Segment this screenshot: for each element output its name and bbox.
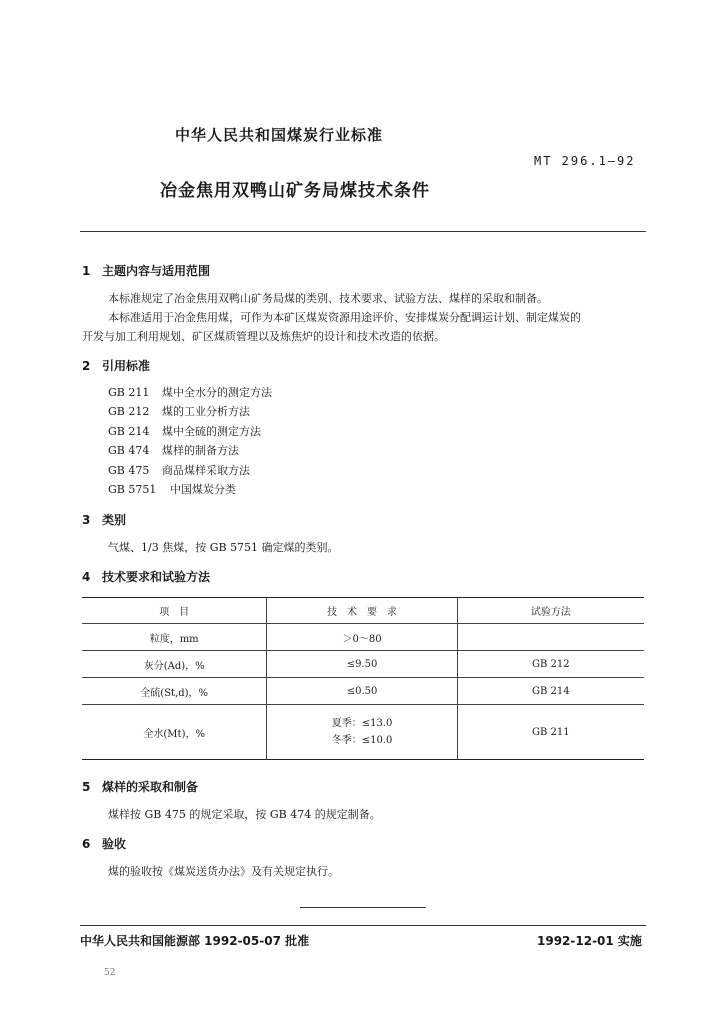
reference-code: GB 211 bbox=[108, 386, 150, 399]
section-number: 6 bbox=[82, 837, 91, 851]
section-title: 主题内容与适用范围 bbox=[102, 264, 211, 278]
cell-method: GB 211 bbox=[457, 705, 644, 760]
reference-name: 煤中全硫的测定方法 bbox=[162, 424, 261, 438]
column-header-method: 试验方法 bbox=[457, 598, 644, 624]
reference-item bbox=[108, 441, 272, 460]
requirements-table bbox=[82, 597, 644, 760]
section-3-paragraph: 气煤、1/3 焦煤，按 GB 5751 确定煤的类别。 bbox=[108, 541, 339, 554]
reference-code: GB 214 bbox=[108, 424, 150, 438]
section-1-heading bbox=[82, 262, 210, 279]
table-row bbox=[82, 705, 644, 760]
reference-code: GB 212 bbox=[108, 405, 150, 419]
issue-statement: 中华人民共和国能源部 1992-05-07 批准 bbox=[80, 934, 310, 948]
section-1-paragraph-2: 本标准适用于冶金焦用煤，可作为本矿区煤炭资源用途评价、安排煤炭分配调运计划、制定煤炭的 bbox=[108, 311, 581, 324]
section-3-heading bbox=[82, 511, 126, 528]
section-title: 技术要求和试验方法 bbox=[102, 570, 211, 584]
section-number: 4 bbox=[82, 570, 91, 584]
reference-code: GB 474 bbox=[108, 444, 150, 458]
section-title: 引用标准 bbox=[102, 359, 151, 373]
cell-requirement: ≤0.50 bbox=[267, 678, 457, 705]
section-title: 验收 bbox=[102, 837, 127, 851]
reference-code: GB 475 bbox=[108, 463, 150, 477]
standard-code: MT 296.1—92 bbox=[534, 154, 636, 168]
reference-name: 中国煤炭分类 bbox=[170, 482, 236, 496]
section-number: 1 bbox=[82, 264, 91, 278]
cell-requirement: ＞0～80 bbox=[267, 624, 457, 651]
reference-list bbox=[108, 383, 272, 499]
section-number: 5 bbox=[82, 780, 91, 794]
section-6-heading bbox=[82, 835, 126, 852]
requirement-winter: 冬季：≤10.0 bbox=[331, 735, 393, 746]
reference-item bbox=[108, 422, 272, 441]
section-6-paragraph: 煤的验收按《煤炭送货办法》及有关规定执行。 bbox=[108, 865, 339, 878]
section-title: 类别 bbox=[102, 513, 127, 527]
table-row bbox=[82, 651, 644, 678]
page-number: 52 bbox=[104, 968, 116, 978]
end-rule bbox=[300, 907, 426, 908]
reference-name: 煤中全水分的测定方法 bbox=[162, 386, 272, 399]
reference-name: 煤样的制备方法 bbox=[162, 444, 239, 458]
cell-method: GB 212 bbox=[457, 651, 644, 678]
cell-method bbox=[457, 624, 644, 651]
cell-requirement: ≤9.50 bbox=[267, 651, 457, 678]
reference-code: GB 5751 bbox=[108, 482, 157, 496]
section-number: 3 bbox=[82, 513, 91, 527]
section-number: 2 bbox=[82, 359, 91, 373]
reference-name: 商品煤样采取方法 bbox=[162, 463, 250, 477]
table-row bbox=[82, 624, 644, 651]
reference-item bbox=[108, 461, 272, 480]
reference-item bbox=[108, 480, 272, 499]
document-title: 冶金焦用双鸭山矿务局煤技术条件 bbox=[160, 181, 430, 201]
table-row bbox=[82, 678, 644, 705]
section-1-paragraph-2-cont: 开发与加工利用规划、矿区煤质管理以及炼焦炉的设计和技术改造的依据。 bbox=[82, 330, 445, 343]
cell-item: 全水(Mt)，% bbox=[82, 705, 267, 760]
footer-rule bbox=[80, 925, 646, 926]
section-4-heading bbox=[82, 568, 210, 585]
cell-item: 粒度，mm bbox=[82, 624, 267, 651]
section-title: 煤样的采取和制备 bbox=[102, 780, 199, 794]
column-header-requirement: 技 术 要 求 bbox=[267, 598, 457, 624]
section-5-heading bbox=[82, 778, 198, 795]
requirement-summer: 夏季：≤13.0 bbox=[331, 718, 393, 729]
section-5-paragraph: 煤样按 GB 475 的规定采取，按 GB 474 的规定制备。 bbox=[108, 808, 381, 821]
reference-item bbox=[108, 383, 272, 402]
table-header-row bbox=[82, 598, 644, 624]
section-1-paragraph-1: 本标准规定了冶金焦用双鸭山矿务局煤的类别、技术要求、试验方法、煤样的采取和制备。 bbox=[108, 292, 548, 305]
industry-standard-heading: 中华人民共和国煤炭行业标准 bbox=[175, 126, 384, 144]
header-rule bbox=[80, 231, 646, 232]
reference-item bbox=[108, 402, 272, 421]
section-2-heading bbox=[82, 357, 150, 374]
cell-requirement bbox=[267, 705, 457, 760]
reference-name: 煤的工业分析方法 bbox=[162, 405, 250, 419]
cell-item: 灰分(Ad)，% bbox=[82, 651, 267, 678]
cell-item: 全硫(St,d)，% bbox=[82, 678, 267, 705]
cell-method: GB 214 bbox=[457, 678, 644, 705]
column-header-item: 项 目 bbox=[82, 598, 267, 624]
effective-date: 1992-12-01 实施 bbox=[537, 934, 642, 948]
